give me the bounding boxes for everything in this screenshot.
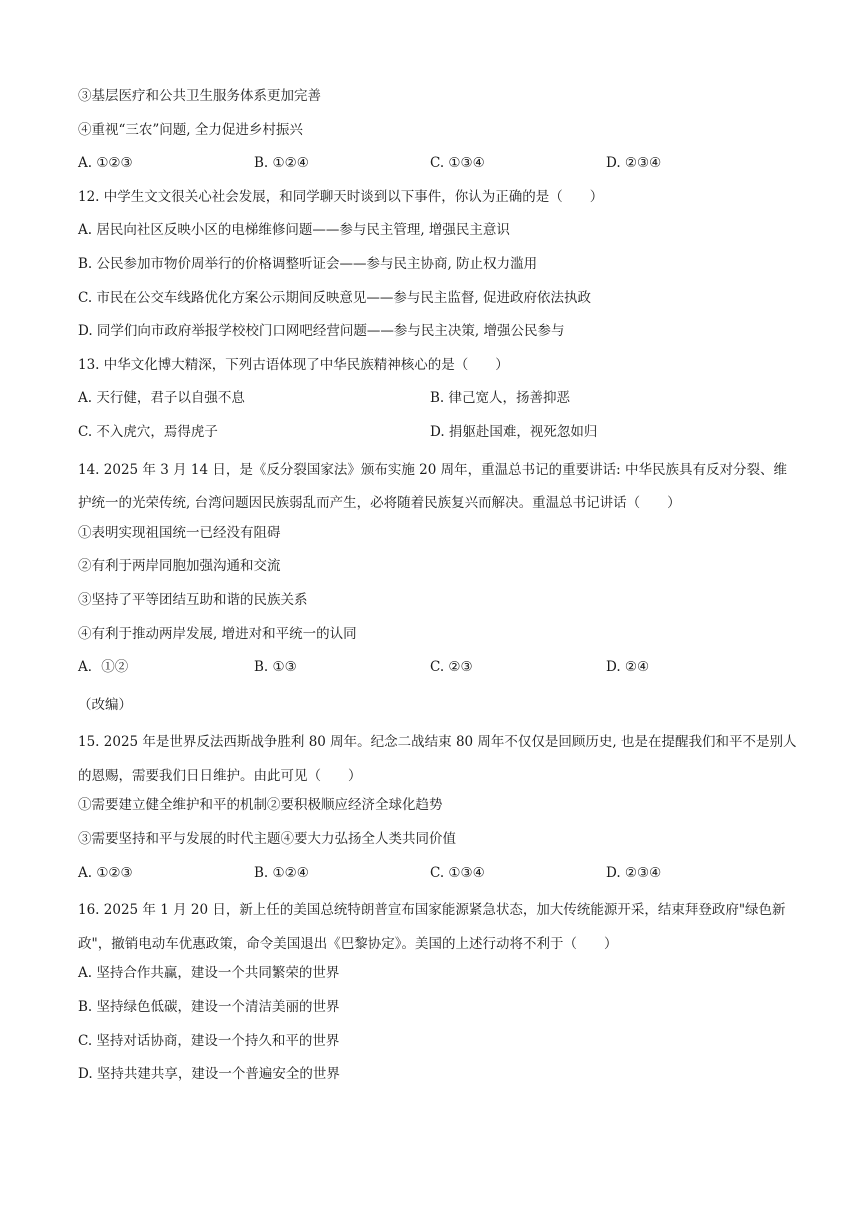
q11-option-c[interactable]: C. ①③④ [430, 155, 485, 172]
q15-option-b[interactable]: B. ①②④ [254, 864, 309, 881]
q12-option-c[interactable]: C. 市民在公交车线路优化方案公示期间反映意见——参与民主监督, 促进政府依法执政 [78, 289, 592, 306]
q15-stem: 15. 2025 年是世界反法西斯战争胜利 80 周年。纪念二战结束 80 周年不仅仅是回顾历史, 也是在提醒我们和平不是别人的恩赐，需要我们日日维护。由此可见（ ） [78, 734, 797, 784]
q14-stem: 14. 2025 年 3 月 14 日，是《反分裂国家法》颁布实施 20 周年，重温总书记的重要讲话: 中华民族具有反对分裂、维护统一的光荣传统, 台湾问题因民族弱乱而产生，必将随着民族复兴而解决。重温总书记讲话（ ） [78, 461, 787, 512]
q15-items-row1: ①需要建立健全维护和平的机制②要积极顺应经济全球化趋势 [78, 797, 443, 814]
q14-item-4: ④有利于推动两岸发展, 增进对和平统一的认同 [78, 625, 357, 642]
q14-item-1: ①表明实现祖国统一已经没有阻碍 [78, 524, 281, 541]
q14-item-3: ③坚持了平等团结互助和谐的民族关系 [78, 591, 308, 608]
q16-option-b[interactable]: B. 坚持绿色低碳，建设一个清洁美丽的世界 [78, 999, 340, 1016]
q13-options-row2 [78, 420, 798, 454]
q11-option-a[interactable]: A. ①②③ [78, 155, 133, 172]
adapted-note: （改编） [78, 696, 132, 713]
q16-option-a[interactable]: A. 坚持合作共赢，建设一个共同繁荣的世界 [78, 965, 340, 982]
q14-option-c[interactable]: C. ②③ [430, 659, 473, 676]
q13-option-c[interactable]: C. 不入虎穴，焉得虎子 [78, 423, 218, 440]
q15-option-c[interactable]: C. ①③④ [430, 864, 485, 881]
q15-items-row2: ③需要坚持和平与发展的时代主题④要大力弘扬全人类共同价值 [78, 831, 456, 848]
q12-option-a[interactable]: A. 居民向社区反映小区的电梯维修问题——参与民主管理, 增强民主意识 [78, 222, 510, 239]
q16-option-c[interactable]: C. 坚持对话协商，建设一个持久和平的世界 [78, 1032, 340, 1049]
q15-option-a[interactable]: A. ①②③ [78, 864, 133, 881]
q11-options [78, 151, 798, 185]
q11-item-3: ③基层医疗和公共卫生服务体系更加完善 [78, 88, 321, 104]
q13-option-d[interactable]: D. 捐躯赴国难，视死忽如归 [430, 423, 598, 440]
q12-option-b[interactable]: B. 公民参加市物价周举行的价格调整听证会——参与民主协商, 防止权力滥用 [78, 255, 538, 272]
q14-option-d[interactable]: D. ②④ [606, 659, 650, 676]
q15-option-d[interactable]: D. ②③④ [606, 864, 662, 881]
exam-page [78, 84, 798, 1096]
q12-stem: 12. 中学生文文很关心社会发展，和同学聊天时谈到以下事件，你认为正确的是（ ） [78, 188, 604, 205]
q15-options [78, 861, 798, 895]
q14-option-a[interactable]: A．①② [78, 659, 129, 676]
q13-option-b[interactable]: B. 律己宽人，扬善抑恶 [430, 390, 571, 407]
q16-stem: 16. 2025 年 1 月 20 日，新上任的美国总统特朗普宣布国家能源紧急状态，加大传统能源开采，结束拜登政府"绿色新政"，撤销电动车优惠政策，命令美国退出《巴黎协定》。美国的上述行动将不利于（ ） [78, 902, 786, 952]
q11-option-b[interactable]: B. ①②④ [254, 155, 309, 172]
q13-option-a[interactable]: A. 天行健，君子以自强不息 [78, 390, 245, 407]
q11-option-d[interactable]: D. ②③④ [606, 155, 662, 172]
q16-option-d[interactable]: D. 坚持共建共享，建设一个普遍安全的世界 [78, 1066, 340, 1083]
q13-options-row1 [78, 386, 798, 420]
q14-options [78, 655, 798, 689]
q14-option-b[interactable]: B. ①③ [254, 659, 297, 676]
q14-item-2: ②有利于两岸同胞加强沟通和交流 [78, 558, 281, 575]
q12-option-d[interactable]: D. 同学们向市政府举报学校校门口网吧经营问题——参与民主决策, 增强公民参与 [78, 323, 565, 340]
q13-stem: 13. 中华文化博大精深，下列古语体现了中华民族精神核心的是（ ） [78, 356, 509, 373]
q11-item-4: ④重视“三农”问题, 全力促进乡村振兴 [78, 121, 303, 138]
